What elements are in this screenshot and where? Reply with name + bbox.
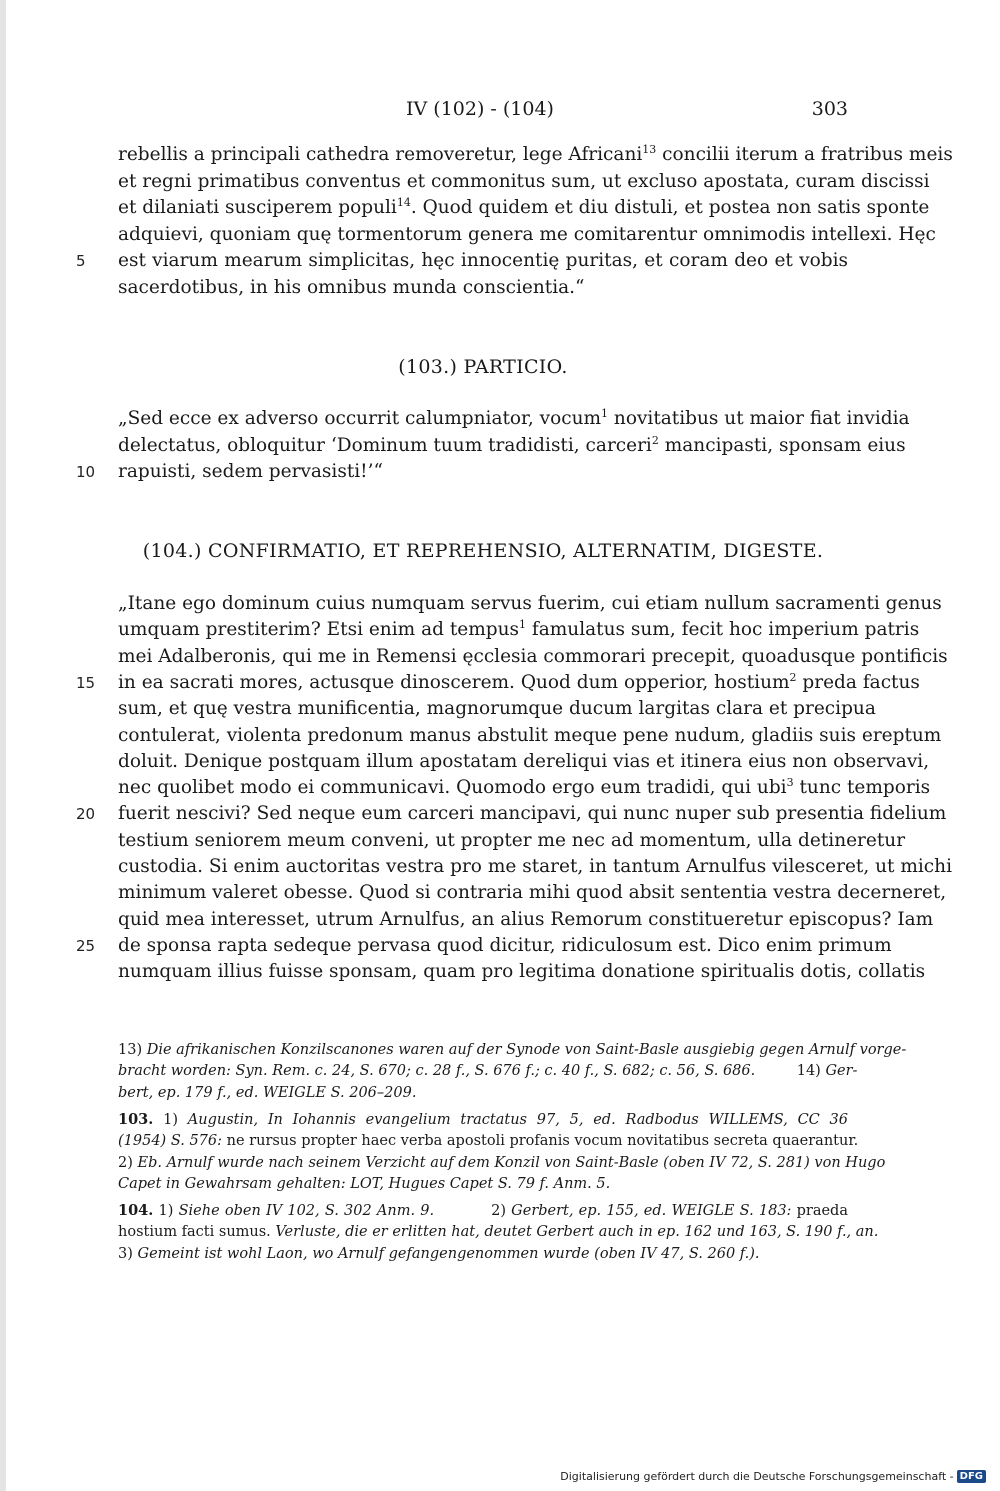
- text-line: sum, et quę vestra munificentia, magnorumque ducum largitas clara et precipua: [118, 698, 876, 720]
- line-number: 5: [76, 252, 86, 270]
- text-line: et regni primatibus conventus et commonitus sum, ut excluso apostata, curam discissi: [118, 170, 930, 192]
- text-line: numquam illius fuisse sponsam, quam pro legitima donatione spiritualis dotis, collatis: [118, 961, 926, 983]
- footnote-line: bracht worden: Syn. Rem. c. 24, S. 670; c. 28 f., S. 676 f.; c. 40 f., S. 682; c. 56, S. 686. 14) Ger-: [118, 1063, 858, 1080]
- text-line: „Sed ecce ex adverso occurrit calumpniator, vocum$^1$ novitatibus ut maior fiat invidia: [118, 406, 910, 429]
- line-number: 10: [76, 463, 96, 481]
- text-line: delectatus, obloquitur ‘Dominum tuum tradidisti, carceri$^2$ mancipasti, sponsam eius: [118, 433, 906, 456]
- text-line: quid mea interesset, utrum Arnulfus, an alius Remorum constitueretur episcopus? Iam: [118, 908, 934, 930]
- footnote-line: Capet in Gewahrsam gehalten: LOT, Hugues Capet S. 79 f. Anm. 5.: [118, 1175, 611, 1192]
- text-line: est viarum mearum simplicitas, hęc innocentię puritas, et coram deo et vobis: [118, 250, 848, 271]
- running-header: [0, 98, 1000, 128]
- text-line: umquam prestiterim? Etsi enim ad tempus$^1$ famulatus sum, fecit hoc imperium patris: [118, 618, 920, 641]
- page-number: 303: [811, 98, 848, 120]
- text-line: minimum valeret obesse. Quod si contraria mihi quod absit sententia vestra decerneret,: [118, 882, 947, 904]
- text-line: nec quolibet modo ei communicavi. Quomodo ergo eum tradidi, qui ubi$^3$ tunc temporis: [118, 775, 931, 799]
- heading-103: (103.) PARTICIO.: [398, 356, 568, 378]
- text-line: contulerat, violenta predonum manus abstulit meque pene nudum, gladiis suis ereptum: [118, 724, 942, 746]
- footnote-line: 2) Eb. Arnulf wurde nach seinem Verzicht auf dem Konzil von Saint-Basle (oben IV 72, S. 281) von Hugo: [118, 1154, 886, 1171]
- line-number: 25: [76, 936, 96, 955]
- text-line: custodia. Si enim auctoritas vestra pro me staret, in tantum Arnulfus vilesceret, ut michi: [118, 856, 952, 877]
- text-line: et dilaniati susciperem populi$^{14}$. Quod quidem et diu distuli, et postea non satis sponte: [118, 195, 930, 218]
- footnote-line: bert, ep. 179 f., ed. WEIGLE S. 206–209.: [118, 1084, 417, 1101]
- footnote-line: (1954) S. 576: ne rursus propter haec verba apostoli profanis vocum novitatibus secreta quaerantur.: [118, 1133, 859, 1150]
- footnote-line: 103. 1) Augustin, In Iohannis evangelium tractatus 97, 5, ed. Radbodus WILLEMS, CC 36: [118, 1110, 848, 1128]
- scan-edge: [0, 0, 6, 1491]
- text-line: testium seniorem meum conveni, ut propter me nec ad momentum, ulla detineretur: [118, 829, 906, 851]
- text-line: in ea sacrati mores, actusque dinoscerem. Quod dum opperior, hostium$^2$ preda factus: [118, 670, 920, 693]
- text-line: mei Adalberonis, qui me in Remensi ęcclesia commorari precepit, quoadusque pontificis: [118, 645, 948, 667]
- text-line: rapuisti, sedem pervasisti!’“: [118, 461, 383, 482]
- dfg-logo: DFG: [957, 1470, 986, 1483]
- footnote-line: 3) Gemeint ist wohl Laon, wo Arnulf gefangengenommen wurde (oben IV 47, S. 260 f.).: [118, 1245, 760, 1262]
- text-line: sacerdotibus, in his omnibus munda conscientia.“: [118, 276, 585, 298]
- running-title: IV (102) - (104): [406, 98, 554, 120]
- text-line: doluit. Denique postquam illum apostatam dereliqui vias et itinera eius non observavi,: [118, 750, 930, 772]
- footer-credit: [560, 1467, 986, 1485]
- footnote-line: 13) Die afrikanischen Konzilscanones waren auf der Synode von Saint-Basle ausgiebig gegen Arnulf vorge-: [118, 1042, 907, 1058]
- text-line: de sponsa rapta sedeque pervasa quod dicitur, ridiculosum est. Dico enim primum: [118, 934, 892, 956]
- line-number: 15: [76, 673, 96, 692]
- heading-104: (104.) CONFIRMATIO, ET REPREHENSIO, ALTERNATIM, DIGESTE.: [142, 540, 824, 562]
- text-line: fuerit nescivi? Sed neque eum carceri mancipavi, qui nunc nuper sub presentia fidelium: [118, 803, 947, 825]
- footnote-line: hostium facti sumus. Verluste, die er erlitten hat, deutet Gerbert auch in ep. 162 und 163, S. 190 f., an.: [118, 1224, 879, 1241]
- footnote-line: 104. 1) Siehe oben IV 102, S. 302 Anm. 9. 2) Gerbert, ep. 155, ed. WEIGLE S. 183: praeda: [118, 1202, 848, 1220]
- footer-text: Digitalisierung gefördert durch die Deutsche Forschungsgemeinschaft -: [560, 1469, 954, 1483]
- text-line: rebellis a principali cathedra removeretur, lege Africani$^{13}$ concilii iterum a fratribus meis: [118, 142, 953, 165]
- text-line: adquievi, quoniam quę tormentorum genera me comitarentur omnimodis intellexi. Hęc: [118, 223, 936, 245]
- line-number: 20: [76, 805, 96, 824]
- text-line: „Itane ego dominum cuius numquam servus fuerim, cui etiam nullum sacramenti genus: [118, 593, 942, 614]
